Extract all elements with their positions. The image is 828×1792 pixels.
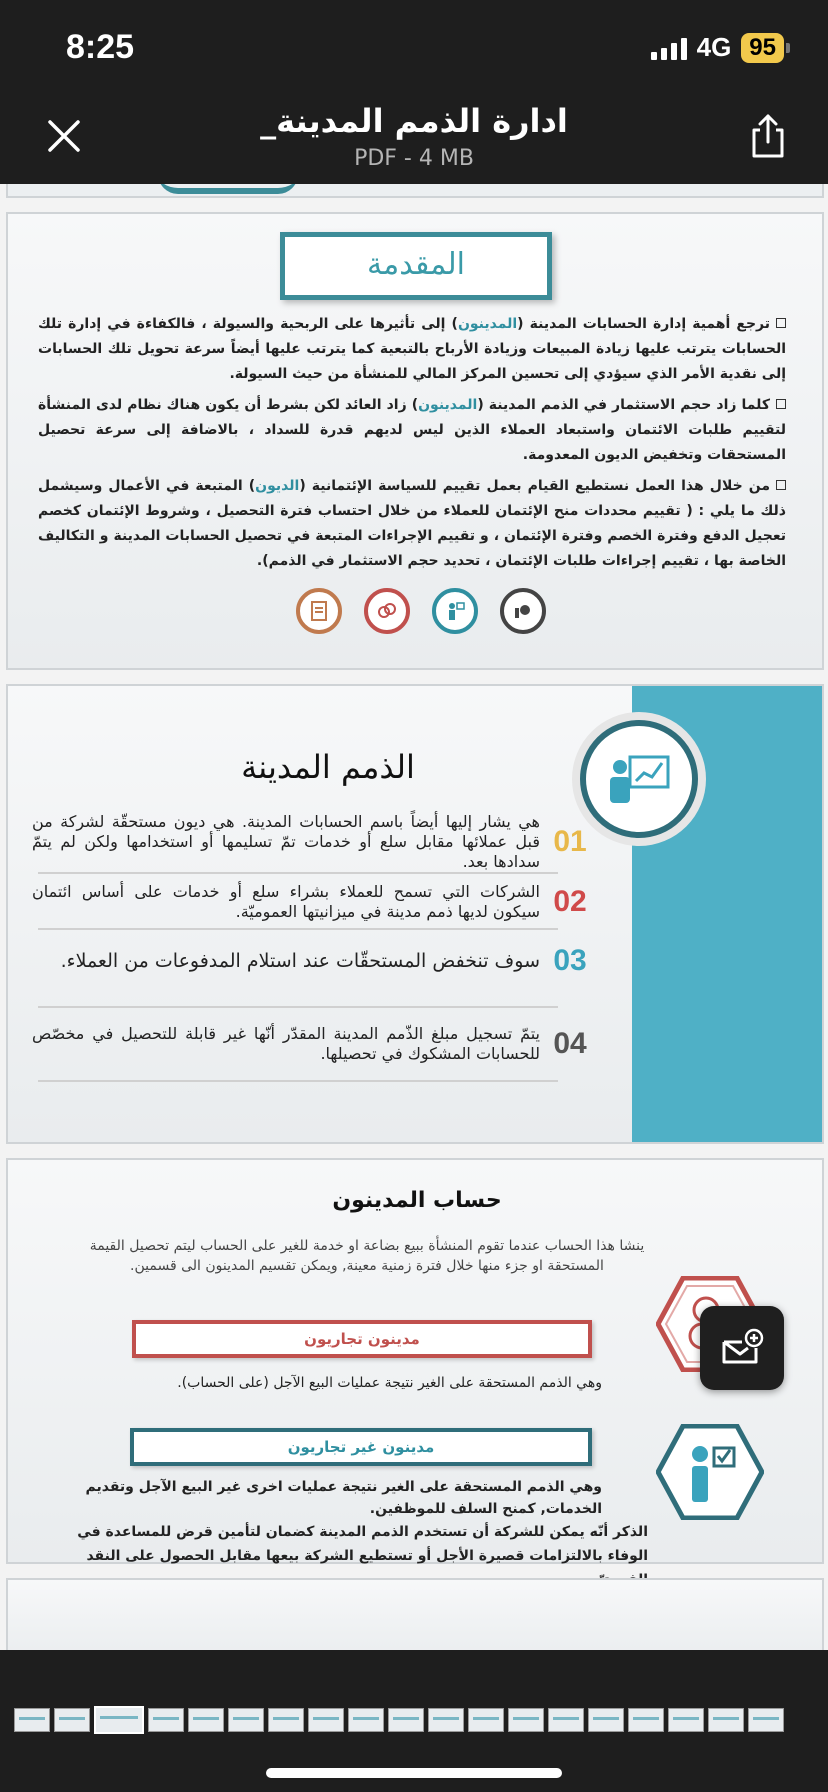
ring-fragment [158, 184, 298, 194]
coins-icon [364, 588, 410, 634]
next-page-edge [6, 1578, 824, 1650]
page-thumbnail[interactable] [548, 1708, 584, 1732]
bullet-text: ) المتبعة في الأعمال وسيشمل ذلك ما يلي : ( تقييم محددات منح الإئتمان للعملاء من خلال احتساب فترة التحصيل ، وشروط الإئتمان كخصم تعجيل الدفع وفترة الخصم وفترة الإئتمان ، و تقييم الإجراءات المتبعة في تحصيل الحسابات المدينة و التكاليف الخاصة بها ، تقييم إجراءات طلبات الإئتمان ، تحديد حجم الاستثمار في الذمم). [38, 478, 786, 569]
person-hex-icon [656, 1424, 764, 1520]
debtors-intro: ينشا هذا الحساب عندما تقوم المنشأة ببيع بضاعة او خدمة للغير على الحساب ليتم تحصيل القيمة المستحقة او جزء منها خلال فترة زمنية معينة, ويمكن تقسيم المدينون الى قسمين. [89, 1238, 645, 1274]
receivable-item-3 [32, 944, 600, 978]
home-indicator[interactable] [266, 1768, 562, 1778]
page-thumbnail[interactable] [588, 1708, 624, 1732]
document-meta: PDF - 4 MB [354, 146, 474, 171]
receivables-title: الذمم المدينة [241, 748, 415, 786]
presenter-icon [432, 588, 478, 634]
receivable-item-2 [32, 882, 600, 922]
page-thumbnail[interactable] [428, 1708, 464, 1732]
page-receivables [6, 684, 824, 1144]
section-title: المقدمة [280, 232, 552, 300]
page-thumbnail[interactable] [668, 1708, 704, 1732]
item-text: سوف تنخفض المستحقّات عند استلام المدفوعات من العملاء. [60, 950, 540, 972]
page-thumbnail[interactable] [308, 1708, 344, 1732]
divider [38, 1080, 558, 1082]
page-thumbnail[interactable] [348, 1708, 384, 1732]
nontrade-debtors-label: مدينون غير تجاريون [130, 1428, 592, 1466]
page-thumbnail[interactable] [148, 1708, 184, 1732]
trade-debtors-text: وهي الذمم المستحقة على الغير نتيجة عمليات البيع الآجل (على الحساب). [177, 1375, 602, 1391]
battery-level: 95 [741, 33, 784, 63]
divider [38, 1006, 558, 1008]
document-icon [296, 588, 342, 634]
item-number: 03 [553, 944, 587, 977]
checkbox-icon [776, 480, 786, 490]
page-thumbnail[interactable] [188, 1708, 224, 1732]
document-title: ادارة الذمم المدينة_ [260, 102, 568, 140]
page-thumbnail-strip[interactable] [0, 1650, 828, 1792]
page-thumbnail[interactable] [14, 1708, 50, 1732]
bullet-1 [38, 312, 786, 387]
page-thumbnail-current[interactable] [94, 1706, 144, 1734]
document-header [0, 92, 828, 184]
item-number: 04 [553, 1027, 587, 1060]
item-number: 01 [553, 825, 587, 858]
thumbnail-list [14, 1708, 784, 1734]
page-thumbnail[interactable] [228, 1708, 264, 1732]
previous-page-edge [6, 184, 824, 198]
receivable-item-1 [32, 812, 600, 872]
page-introduction [6, 212, 824, 670]
page-thumbnail[interactable] [388, 1708, 424, 1732]
share-icon[interactable] [748, 112, 788, 160]
bullet-text: ترجع أهمية إدارة الحسابات المدينة ( [517, 316, 771, 332]
status-indicators [651, 32, 790, 63]
item-text: يتمّ تسجيل مبلغ الذّمم المدينة المقدّر أنّها غير قابلة للتحصيل في مخصّص للحسابات المشكوك في تحصيلها. [32, 1024, 540, 1063]
checkbox-icon [776, 399, 786, 409]
status-time: 8:25 [66, 28, 135, 66]
bullet-text: من خلال هذا العمل نستطيع القيام بعمل تقييم للسياسة الإئتمانية ( [299, 478, 770, 494]
signal-icon [651, 36, 687, 60]
status-bar [0, 0, 828, 92]
item-text: هي يشار إليها أيضاً باسم الحسابات المدينة. هي ديون مستحقّة لشركة من قبل عملائها مقابل سلع أو خدمات تمّ تسليمها أو استخدامها ولكن لم يتمّ سدادها بعد. [32, 812, 540, 871]
document-pages[interactable] [0, 184, 828, 1650]
compose-button[interactable] [700, 1306, 784, 1390]
highlight-term: المدينون [418, 397, 478, 413]
page-thumbnail[interactable] [628, 1708, 664, 1732]
page-thumbnail[interactable] [748, 1708, 784, 1732]
bullet-text: ) زاد العائد لكن بشرط أن يكون هناك نظام لدى المنشأة لتقييم طلبات الائتمان واستبعاد العملاء الذين ليس لديهم قدرة للسداد ، بالاضافة إلى سرعة تحصيل المستحقات وتخفيض الديون المعدومة. [38, 397, 786, 463]
trade-debtors-label: مدينون تجاريون [132, 1320, 592, 1358]
debtors-note: الذكر أنّه يمكن للشركة أن تستخدم الذمم المدينة كضمان لتأمين قرض للمساعدة في الوفاء بالالتزامات قصيرة الأجل أو تستطيع الشركة بيعها مقابل الحصول على النقد [77, 1524, 648, 1564]
divider [38, 928, 558, 930]
bullet-text: كلما زاد حجم الاستثمار في الذمم المدينة ( [477, 397, 770, 413]
battery-icon [786, 43, 790, 53]
divider [38, 872, 558, 874]
nontrade-debtors-text: وهي الذمم المستحقة على الغير نتيجة عمليات اخرى غير البيع الآجل وتقديم الخدمات, كمنح السلف للموظفين. [85, 1479, 602, 1517]
item-number: 02 [553, 885, 587, 918]
page-thumbnail[interactable] [508, 1708, 544, 1732]
compose-icon [720, 1328, 764, 1368]
hand-coin-icon [500, 588, 546, 634]
page-thumbnail[interactable] [54, 1708, 90, 1732]
debtors-title: حساب المدينون [332, 1188, 502, 1213]
page-thumbnail[interactable] [468, 1708, 504, 1732]
icon-row [296, 588, 546, 634]
bullet-2 [38, 393, 786, 468]
bullet-text: ) إلى تأثيرها على الربحية والسيولة ، فالكفاءة في إدارة تلك الحسابات يترتب عليها زيادة المبيعات وزيادة الأرباح بالتبعية كما يترتب عليها أيضاً سرعة تحويل تلك الحسابات إلى نقدية الأمر الذي سيؤدي إلى تحسين المركز المالي للمنشأة من حيث السيولة. [38, 316, 786, 382]
network-type: 4G [696, 32, 732, 62]
bullet-3 [38, 474, 786, 574]
highlight-term: المدينون [457, 316, 518, 332]
page-thumbnail[interactable] [268, 1708, 304, 1732]
page-thumbnail[interactable] [708, 1708, 744, 1732]
intro-bullets [38, 312, 786, 580]
item-text: الشركات التي تسمح للعملاء بشراء سلع أو خدمات على أساس ائتمان سيكون لديها ذمم مدينة في ميزانيتها العموميّة. [32, 882, 540, 921]
highlight-term: الديون [255, 478, 300, 494]
checkbox-icon [776, 318, 786, 328]
receivable-item-4 [32, 1024, 600, 1064]
